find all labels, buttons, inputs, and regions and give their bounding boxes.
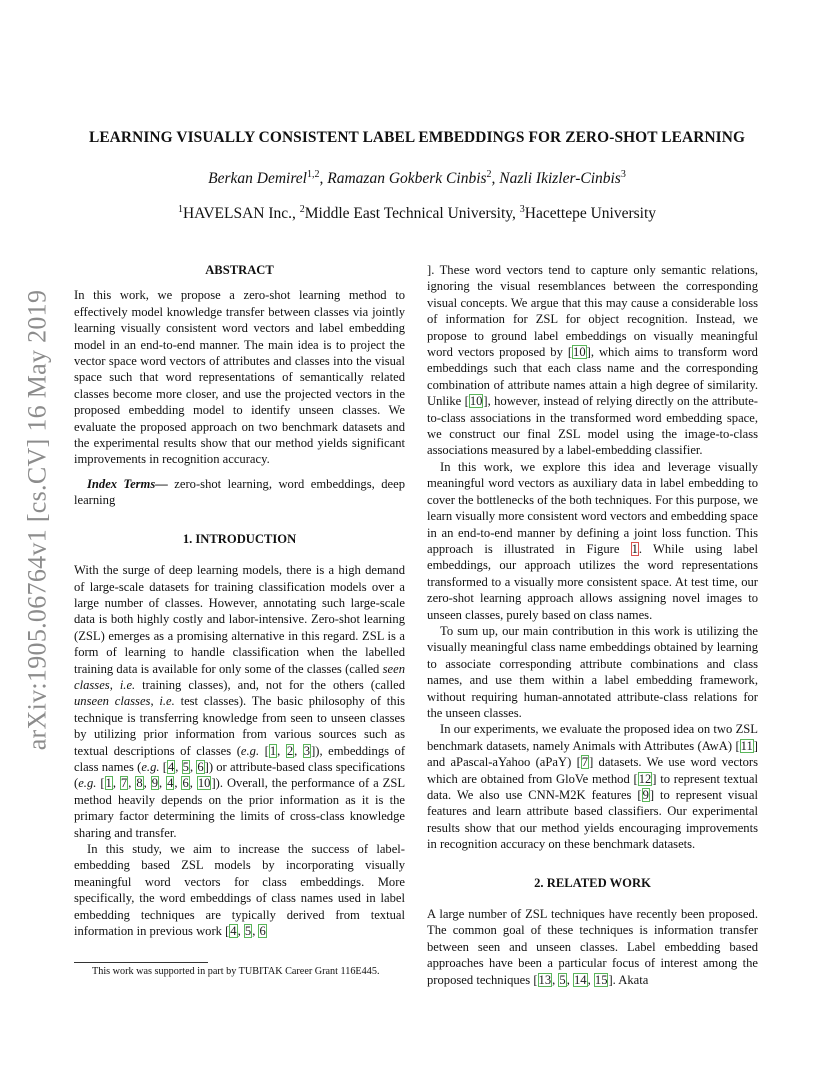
author-sep: ,	[491, 170, 500, 187]
author-sup: 3	[620, 169, 626, 180]
text-run: ] to represent visual features and learn attribute based classifiers. Our experimental results show that our method yields encouraging improvements in recognition accuracy on these benchmark datasets.	[427, 788, 759, 852]
text-run: ] datasets. We use word vectors which are obtained from GloVe method [	[427, 755, 758, 786]
text-run: i.e.	[119, 677, 136, 692]
affil-name: Hacettepe University	[524, 205, 657, 222]
citation-link[interactable]: 11	[740, 738, 753, 753]
text-run: ]. These word vectors tend to capture only semantic relations, ignoring the visual resemblances between the corresponding visual concepts. We argue that this may cause a considerable loss of information for ZSL for object recognition. Instead, we propose to ground label embeddings on visually meaningful word vectors proposed by [	[427, 263, 758, 360]
affil-name: HAVELSAN Inc.	[182, 205, 293, 222]
footnote-rule	[74, 962, 208, 963]
intro-paragraph-2-continued	[427, 262, 758, 459]
intro-paragraph-3	[427, 459, 758, 623]
text-run: With the surge of deep learning models, there is a high demand of large-scale datasets for training classification models over a large number of classes. However, annotating such large-scale data is both highly costly and labor-intensive. Zero-shot learning (ZSL) emerges as a promising alternative in this regard. ZSL is a form of learning to handle classification when the labelled training data is available for only some of the classes (called	[74, 563, 405, 676]
intro-paragraph-5	[427, 721, 758, 852]
text-run: ,	[109, 677, 120, 692]
citation-link[interactable]: 12	[638, 771, 652, 786]
text-run: . While using label embeddings, our approach utilizes the word representations transformed to a visually more consistent space. At test time, our zero-shot learning approach allows assigning novel images to unseen classes, purely based on class names.	[427, 541, 758, 622]
index-terms-label: Index Terms—	[87, 476, 168, 491]
citation-link[interactable]: 10	[573, 345, 586, 360]
text-run: A large number of ZSL techniques have recently been proposed. The common goal of these techniques is information transfer between seen and unseen classes. Label embedding based approaches have been a particular focus of interest among the proposed techniques [	[427, 907, 758, 987]
text-run: ] and aPascal-aYahoo (aPaY) [	[427, 738, 758, 770]
footnote: This work was supported in part by TUBITAK Career Grant 116E445.	[92, 966, 380, 977]
author-name: Nazli Ikizler-Cinbis	[499, 170, 621, 187]
text-run: ], however, instead of relying directly on the attribute-to-class associations in the transformed word embedding space, we construct our final ZSL model using the image-to-class associations measured by a label-embedding classifier.	[427, 394, 758, 458]
text-run: seen classes	[74, 661, 405, 692]
text-run: ] to represent textual data. We also use CNN-M2K features [	[427, 771, 758, 802]
text-run: In our experiments, we evaluate the proposed idea on two ZSL benchmark datasets, namely Animals with Attributes (AwA) [	[427, 722, 758, 753]
affil-sep: ,	[512, 205, 520, 222]
text-run: [	[259, 743, 269, 758]
intro-paragraph-1: With the surge of deep learning models, there is a high demand of large-scale datasets for training classification models over a large number of classes. However, annotating such large-scale data is both highly costly and labor-intensive. Zero-shot learning (ZSL) emerges as a promising alternative in this regard. ZSL is a form of learning to handle classification when the labelled training data is available for only some of the classes (called seen classes, i.e. training classes), and, not for the others (called unseen classes, i.e. test classes). The basic philosophy of this technique is transferring knowledge from seen to unseen classes by utilizing prior information from various sources such as textual descriptions of classes (e.g. [1, 2, 3]), embeddings of class names (e.g. [4, 5, 6]) or attribute-based class specifications (e.g. [1, 7, 8, 9, 4, 6, 10]). Overall, the performance of a ZSL method heavily depends on the prior information as it is the primary factor determining the limits of cross-class knowledge sharing and transfer.	[74, 563, 406, 840]
text-run: ]). Overall, the performance of a ZSL method heavily depends on the prior information as it is the primary factor determining the limits of cross-class knowledge sharing and transfer.	[74, 776, 406, 840]
intro-paragraph-4: To sum up, our main contribution in this work is utilizing the visually meaningful class name embeddings obtained by learning to associate corresponding attribute combinations and class names, and use them within a label embedding framework, without requiring human-annotated attribute-class relations for the unseen classes.	[427, 623, 758, 720]
authors-line	[74, 170, 760, 188]
affiliations-line	[74, 205, 760, 223]
related-work-heading: 2. RELATED WORK	[534, 875, 651, 890]
citation-link[interactable]: 4	[230, 924, 237, 939]
citation-link[interactable]: 5	[559, 972, 566, 987]
citation-link[interactable]: 5	[244, 924, 252, 939]
citation-link[interactable]: 9	[151, 776, 158, 791]
text-run: i.e.	[159, 694, 175, 709]
citation-link[interactable]: 1	[105, 776, 112, 791]
citation-link[interactable]: 6	[259, 924, 266, 939]
text-run: unseen classes	[74, 694, 151, 709]
author-sup: 1,2	[307, 169, 320, 180]
paper-title: LEARNING VISUALLY CONSISTENT LABEL EMBEDDINGS FOR ZERO-SHOT LEARNING	[88, 129, 746, 146]
text-run: ,	[150, 694, 160, 709]
abstract-text: In this work, we propose a zero-shot learning method to effectively model knowledge transfer between classes via jointly learning visually consistent word vectors and label embedding model in an end-to-end manner. The main idea is to project the vector space word vectors of attributes and classes into the visual space such that word representations of semantically related classes become more closer, and use the projected vectors in the proposed embedding model to identify unseen classes. We evaluate the proposed approach on two benchmark datasets and the experimental results show that our method yields significant improvements in recognition accuracy.	[74, 288, 405, 467]
text-run: e.g.	[240, 743, 260, 758]
author-sup: 2	[486, 169, 492, 180]
citation-link[interactable]: 4	[167, 759, 175, 774]
text-run: e.g.	[141, 759, 160, 774]
text-run: In this study, we aim to increase the success of label-embedding based ZSL models by incorporating visually meaningful word vectors for class embeddings. More specifically, the word embeddings of class names used in label embedding techniques are typically derived from textual information in previous work [	[74, 842, 405, 939]
citation-link[interactable]: 9	[642, 788, 649, 802]
index-terms-text: zero-shot learning, word embeddings, deep learning	[74, 476, 405, 508]
text-run: training classes), and, not for the others (called	[135, 677, 406, 692]
citation-link[interactable]: 7	[120, 776, 128, 791]
text-run: ]), embeddings of class names (	[74, 743, 406, 774]
text-run: [	[159, 759, 167, 774]
intro-heading: 1. INTRODUCTION	[182, 531, 297, 546]
citation-link[interactable]: 4	[167, 776, 174, 791]
citation-link[interactable]: 15	[594, 972, 608, 987]
arxiv-sidebar	[15, 280, 59, 760]
citation-link[interactable]: 10	[469, 394, 483, 409]
author-name: Berkan Demirel	[208, 170, 307, 187]
index-terms	[74, 476, 405, 509]
text-run: ]) or attribute-based class specifications (	[74, 759, 406, 791]
citation-link[interactable]: 5	[182, 759, 189, 774]
citation-link[interactable]: 2	[286, 743, 294, 758]
citation-link[interactable]: 13	[538, 972, 552, 987]
affil-name: Middle East Technical University	[304, 205, 513, 222]
intro-paragraph-2: In this study, we aim to increase the success of label-embedding based ZSL models by incorporating visually meaningful word vectors for class embeddings. More specifically, the word embeddings of class names used in label embedding techniques are typically derived from textual information in previous work [4, 5, 6	[74, 842, 405, 939]
figure-link[interactable]: 1	[631, 541, 638, 556]
affil-sup: 1	[177, 204, 183, 215]
citation-link[interactable]: 10	[197, 776, 211, 791]
text-run: In this work, we explore this idea and leverage visually meaningful word vectors as auxiliary data in label embedding to cover the bottlenecks of the both techniques. For this purpose, we learn visually more consistent word vectors and embedding space in an end-to-end manner by defining a joint loss function. This approach is illustrated in Figure	[427, 459, 758, 556]
text-run: ], which aims to transform word embeddings such that each class name and the corresponding combination of attribute names attain a high degree of similarity. Unlike [	[427, 345, 758, 409]
text-run: [	[96, 776, 105, 791]
related-paragraph-1: A large number of ZSL techniques have recently been proposed. The common goal of these techniques is information transfer between seen and unseen classes. Label embedding based approaches have been a particular focus of interest among the proposed techniques [13, 5, 14, 15]. Akata	[427, 907, 758, 987]
citation-link[interactable]: 7	[581, 755, 589, 770]
affil-sup: 2	[299, 204, 305, 215]
citation-link[interactable]: 6	[182, 776, 189, 791]
text-run: e.g.	[78, 776, 97, 791]
affil-sep: ,	[292, 205, 300, 222]
text-run: test classes). The basic philosophy of this technique is transferring knowledge from seen to unseen classes by utilizing prior information from various sources such as textual descriptions of classes (	[74, 694, 405, 758]
text-run: ]. Akata	[608, 972, 649, 987]
author-name: Ramazan Gokberk Cinbis	[327, 170, 487, 187]
arxiv-id: arXiv:1905.06764v1 [cs.CV] 16 May 2019	[22, 289, 52, 751]
right-column	[427, 262, 758, 988]
affil-sup: 3	[519, 204, 525, 215]
citation-link[interactable]: 8	[136, 776, 143, 791]
citation-link[interactable]: 6	[197, 759, 204, 774]
citation-link[interactable]: 1	[269, 743, 277, 758]
citation-link[interactable]: 3	[303, 743, 311, 758]
abstract-heading: ABSTRACT	[205, 263, 274, 277]
author-sep: ,	[319, 170, 328, 187]
citation-link[interactable]: 14	[574, 972, 587, 987]
left-column	[74, 262, 405, 939]
